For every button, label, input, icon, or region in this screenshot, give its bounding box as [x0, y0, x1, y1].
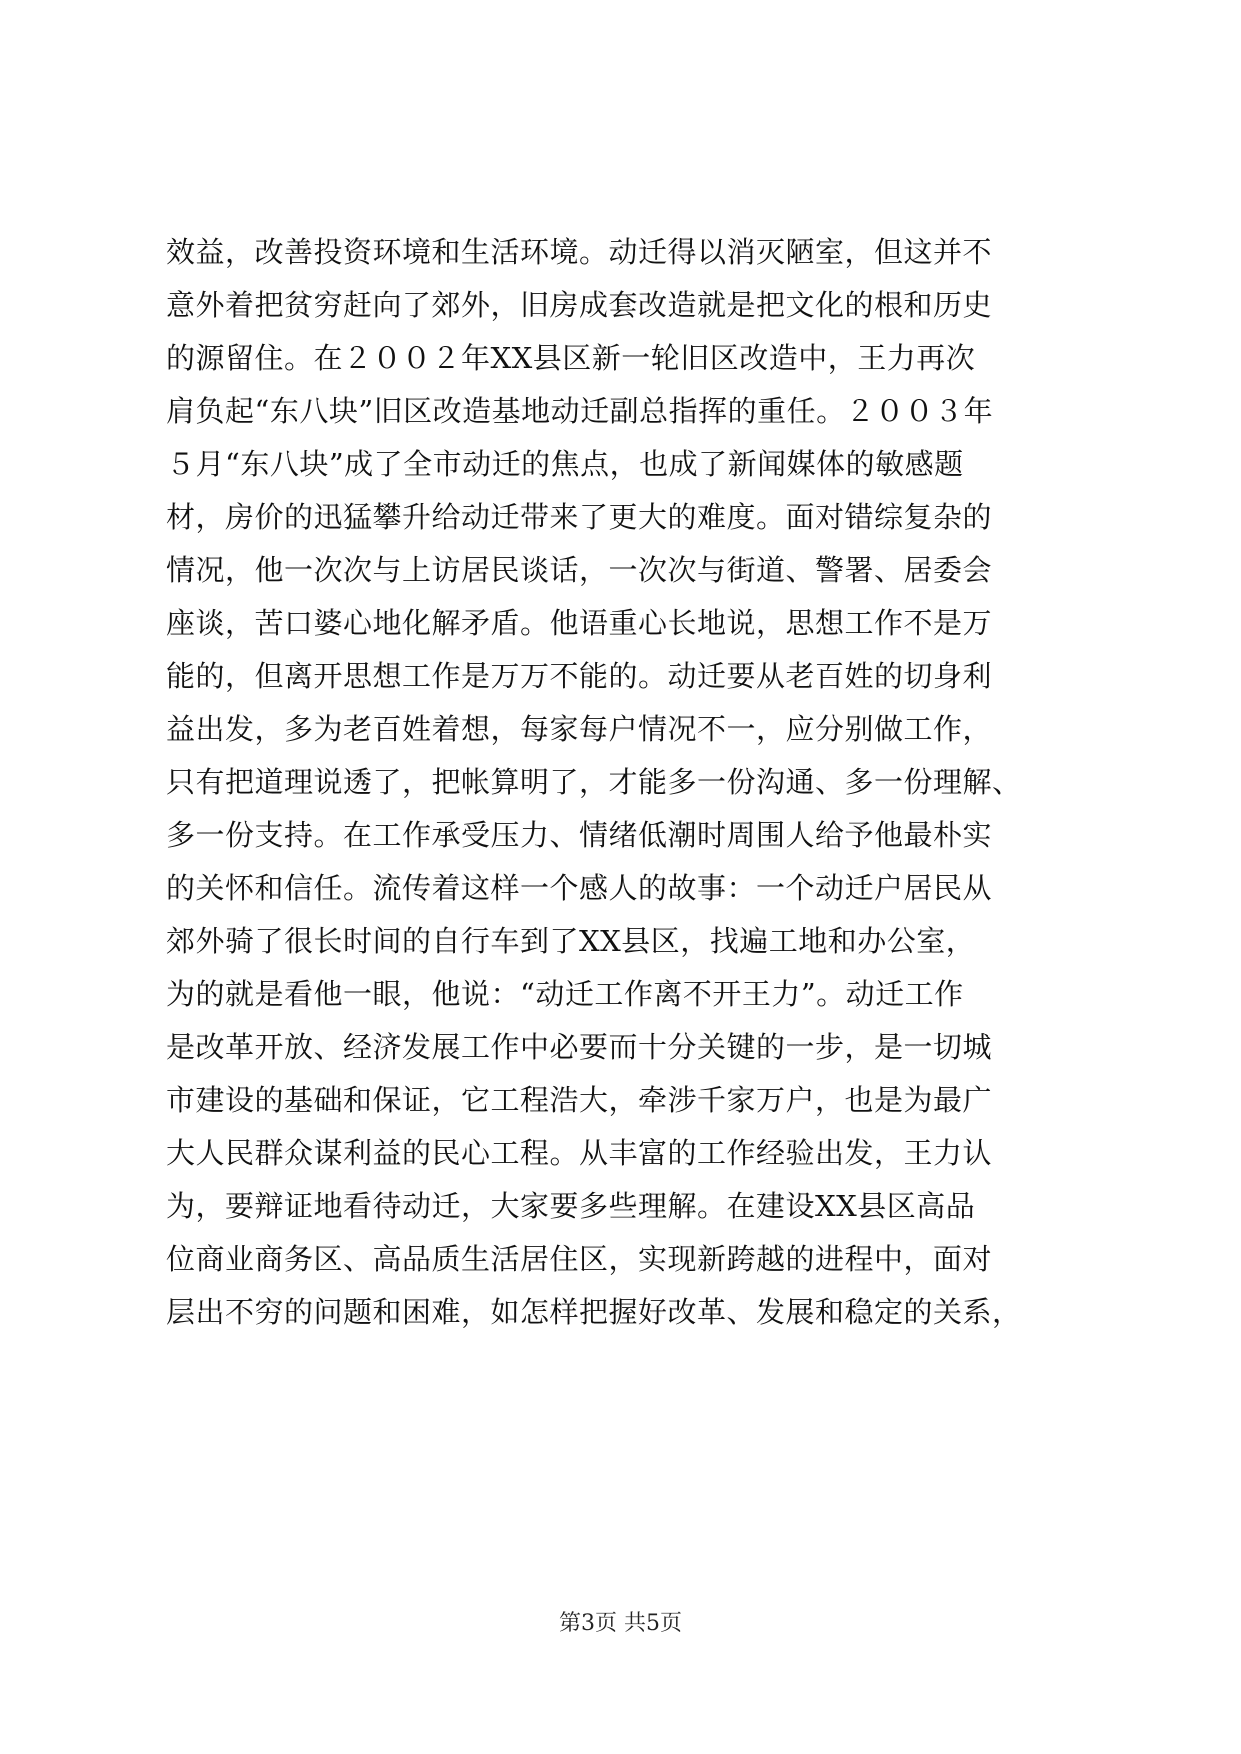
text-line: 位商业商务区、高品质生活居住区，实现新跨越的进程中，面对 [166, 1242, 993, 1276]
text-line: 座谈，苦口婆心地化解矛盾。他语重心长地说，思想工作不是万 [166, 606, 993, 640]
text-line: 市建设的基础和保证，它工程浩大，牵涉千家万户，也是为最广 [166, 1083, 993, 1117]
text-line: 多一份支持。在工作承受压力、情绪低潮时周围人给予他最朴实 [166, 818, 993, 852]
text-line: 只有把道理说透了，把帐算明了，才能多一份沟通、多一份理解、 [166, 765, 1022, 799]
text-line: 效益，改善投资环境和生活环境。动迁得以消灭陋室，但这并不 [166, 235, 993, 269]
text-line: 为的就是看他一眼，他说：“动迁工作离不开王力”。动迁工作 [166, 977, 964, 1011]
text-line: 能的，但离开思想工作是万万不能的。动迁要从老百姓的切身利 [166, 659, 993, 693]
text-line: 意外着把贫穷赶向了郊外，旧房成套改造就是把文化的根和历史 [166, 288, 993, 322]
body-text [166, 226, 1096, 1339]
text-line: 的关怀和信任。流传着这样一个感人的故事：一个动迁户居民从 [166, 871, 993, 905]
text-line: 大人民群众谋利益的民心工程。从丰富的工作经验出发，王力认 [166, 1136, 993, 1170]
text-line: 益出发，多为老百姓着想，每家每户情况不一，应分别做工作， [166, 712, 993, 746]
text-line: 肩负起“东八块”旧区改造基地动迁副总指挥的重任。２００３年 [166, 394, 994, 428]
page-footer [0, 1606, 1241, 1637]
text-line: 材，房价的迅猛攀升给动迁带来了更大的难度。面对错综复杂的 [166, 500, 993, 534]
text-line: 是改革开放、经济发展工作中必要而十分关键的一步，是一切城 [166, 1030, 993, 1064]
text-line: 层出不穷的问题和困难，如怎样把握好改革、发展和稳定的关系， [166, 1295, 1022, 1329]
text-line: 为，要辩证地看待动迁，大家要多些理解。在建设XX县区高品 [166, 1189, 976, 1223]
page-number-label: 第3页 共5页 [559, 1611, 682, 1636]
text-line: 情况，他一次次与上访居民谈话，一次次与街道、警署、居委会 [166, 553, 993, 587]
text-line: 郊外骑了很长时间的自行车到了XX县区，找遍工地和办公室， [166, 924, 976, 958]
text-line: 的源留住。在２００２年XX县区新一轮旧区改造中，王力再次 [166, 341, 976, 375]
text-line: ５月“东八块”成了全市动迁的焦点，也成了新闻媒体的敏感题 [166, 447, 964, 481]
